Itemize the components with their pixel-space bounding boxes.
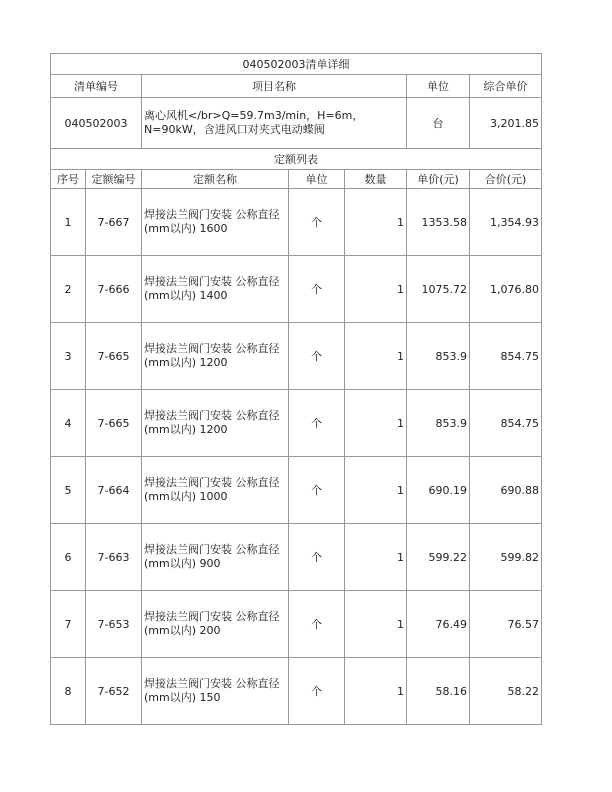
row-qty: 1 (345, 390, 407, 457)
row-unit-price: 1075.72 (407, 256, 470, 323)
row-total: 58.22 (470, 658, 542, 725)
item-name: 离心风机</br>Q=59.7m3/min，H=6m，N=90kW，含进风口对夹式电动蝶阀 (142, 98, 407, 149)
row-total: 854.75 (470, 323, 542, 390)
row-unit-price: 853.9 (407, 323, 470, 390)
row-seq: 1 (51, 189, 86, 256)
row-total: 1,354.93 (470, 189, 542, 256)
row-qty: 1 (345, 256, 407, 323)
quota-header-qty: 数量 (345, 170, 407, 189)
row-code: 7-664 (86, 457, 142, 524)
row-code: 7-667 (86, 189, 142, 256)
row-qty: 1 (345, 323, 407, 390)
row-unit-price: 853.9 (407, 390, 470, 457)
table-row (51, 591, 542, 658)
row-code: 7-652 (86, 658, 142, 725)
row-seq: 5 (51, 457, 86, 524)
header-unit: 单位 (407, 75, 470, 98)
row-total: 690.88 (470, 457, 542, 524)
table-row (51, 390, 542, 457)
table-row (51, 524, 542, 591)
row-unit-price: 690.19 (407, 457, 470, 524)
row-total: 854.75 (470, 390, 542, 457)
row-qty: 1 (345, 457, 407, 524)
row-code: 7-663 (86, 524, 142, 591)
row-name: 焊接法兰阀门安装 公称直径(mm以内) 1200 (142, 390, 289, 457)
quota-header-unit-price: 单价(元) (407, 170, 470, 189)
row-qty: 1 (345, 658, 407, 725)
row-seq: 6 (51, 524, 86, 591)
header-name: 项目名称 (142, 75, 407, 98)
quota-header-total: 合价(元) (470, 170, 542, 189)
row-total: 599.82 (470, 524, 542, 591)
row-unit: 个 (289, 256, 345, 323)
row-total: 76.57 (470, 591, 542, 658)
row-unit-price: 76.49 (407, 591, 470, 658)
quota-detail-table (50, 53, 542, 725)
table-row (51, 323, 542, 390)
item-price: 3,201.85 (470, 98, 542, 149)
header-price: 综合单价 (470, 75, 542, 98)
row-total: 1,076.80 (470, 256, 542, 323)
row-qty: 1 (345, 524, 407, 591)
row-seq: 7 (51, 591, 86, 658)
row-unit: 个 (289, 591, 345, 658)
table-row (51, 189, 542, 256)
row-code: 7-665 (86, 390, 142, 457)
row-qty: 1 (345, 591, 407, 658)
row-name: 焊接法兰阀门安装 公称直径(mm以内) 1400 (142, 256, 289, 323)
quota-header-code: 定额编号 (86, 170, 142, 189)
row-seq: 4 (51, 390, 86, 457)
header-code: 清单编号 (51, 75, 142, 98)
row-unit: 个 (289, 658, 345, 725)
row-unit: 个 (289, 323, 345, 390)
row-qty: 1 (345, 189, 407, 256)
row-seq: 2 (51, 256, 86, 323)
row-code: 7-653 (86, 591, 142, 658)
table-row (51, 256, 542, 323)
table-title: 040502003清单详细 (51, 54, 542, 75)
item-code: 040502003 (51, 98, 142, 149)
item-unit: 台 (407, 98, 470, 149)
row-unit: 个 (289, 390, 345, 457)
quota-list-title: 定额列表 (51, 149, 542, 170)
quota-header-name: 定额名称 (142, 170, 289, 189)
row-unit: 个 (289, 189, 345, 256)
row-unit: 个 (289, 524, 345, 591)
table-row (51, 457, 542, 524)
row-code: 7-666 (86, 256, 142, 323)
row-name: 焊接法兰阀门安装 公称直径(mm以内) 1000 (142, 457, 289, 524)
row-unit-price: 58.16 (407, 658, 470, 725)
row-unit-price: 599.22 (407, 524, 470, 591)
row-name: 焊接法兰阀门安装 公称直径(mm以内) 900 (142, 524, 289, 591)
table-row (51, 658, 542, 725)
row-unit-price: 1353.58 (407, 189, 470, 256)
row-seq: 3 (51, 323, 86, 390)
row-name: 焊接法兰阀门安装 公称直径(mm以内) 200 (142, 591, 289, 658)
row-name: 焊接法兰阀门安装 公称直径(mm以内) 1600 (142, 189, 289, 256)
row-name: 焊接法兰阀门安装 公称直径(mm以内) 150 (142, 658, 289, 725)
row-seq: 8 (51, 658, 86, 725)
row-code: 7-665 (86, 323, 142, 390)
quota-header-unit: 单位 (289, 170, 345, 189)
quota-header-seq: 序号 (51, 170, 86, 189)
row-unit: 个 (289, 457, 345, 524)
row-name: 焊接法兰阀门安装 公称直径(mm以内) 1200 (142, 323, 289, 390)
